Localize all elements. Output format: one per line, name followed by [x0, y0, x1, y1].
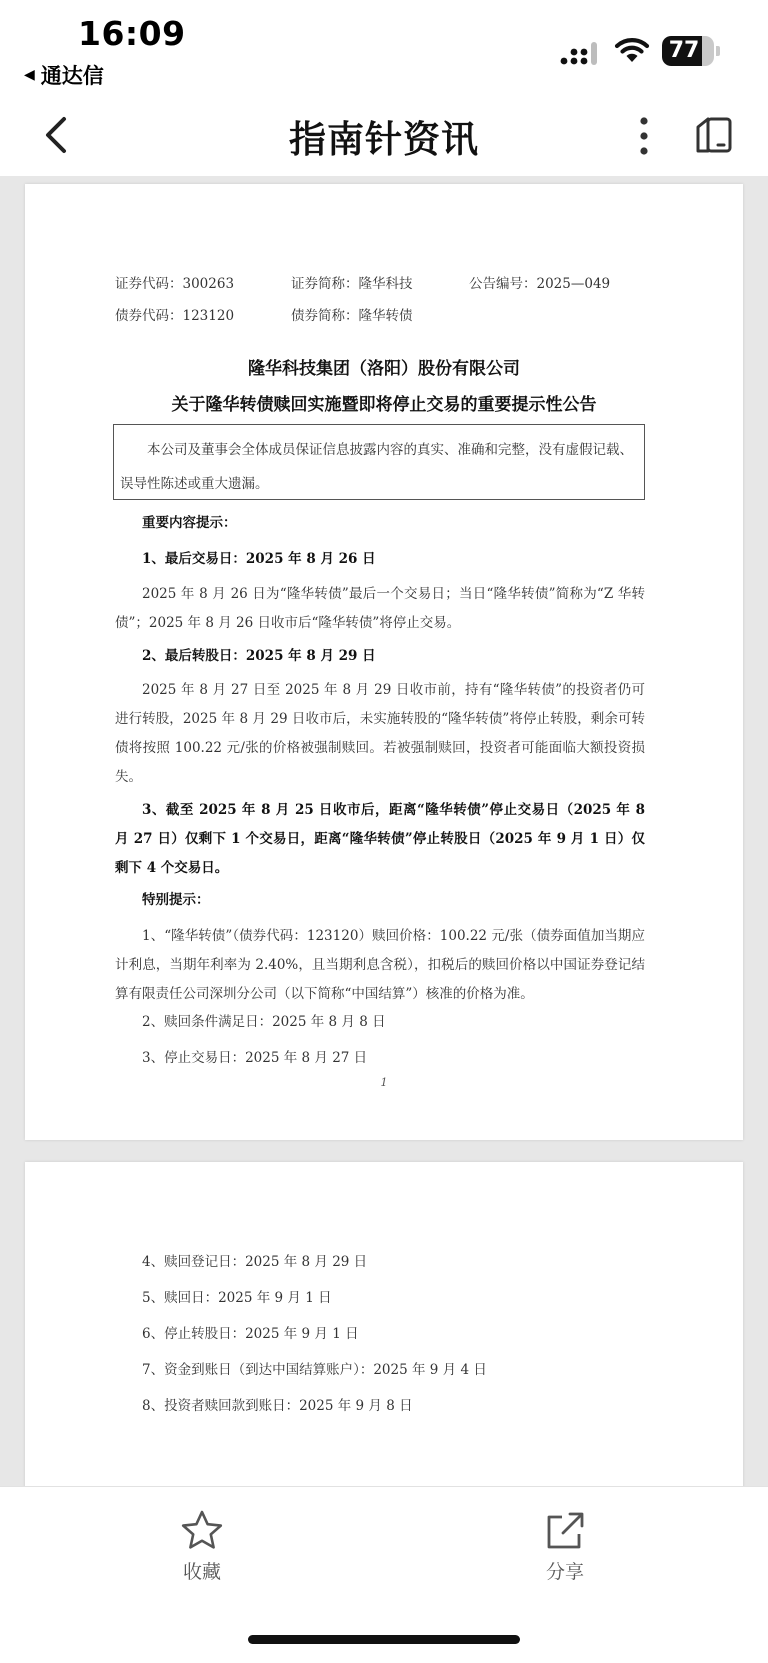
status-bar [0, 0, 768, 90]
share-button[interactable] [505, 1509, 625, 1584]
back-triangle-icon: ◀ [24, 67, 35, 83]
bottom-action-bar [0, 1486, 768, 1663]
special-item: 6、停止转股日：2025 年 9 月 1 日 [142, 1326, 359, 1342]
bond-code: 债券代码：123120 [115, 308, 235, 324]
cellular-signal-icon [560, 40, 602, 66]
key-item-text: 2025 年 8 月 26 日为“隆华转债”最后一个交易日；当日“隆华转债”简称为“Z 华转债”；2025 年 8 月 26 日收市后“隆华转债”将停止交易。 [115, 586, 645, 631]
key-item-3: 3、截至 2025 年 8 月 25 日收市后，距离“隆华转债”停止交易日（2025 年 8 月 27 日）仅剩下 1 个交易日，距离“隆华转债”停止转股日（2025 年 9 月 1 日）仅剩下 4 个交易日。 [115, 802, 645, 876]
special-item: 3、停止交易日：2025 年 8 月 27 日 [142, 1050, 368, 1066]
more-vertical-icon[interactable] [634, 115, 654, 157]
document-viewer[interactable] [0, 176, 768, 1486]
favorite-label: 收藏 [182, 1561, 221, 1583]
status-time: 16:09 [78, 14, 186, 53]
share-icon [543, 1509, 587, 1551]
special-item: 1、“隆华转债”（债券代码：123120）赎回价格：100.22 元/张（债券面值加当期应计利息，当期年利率为 2.40%，且当期利息含税），扣税后的赎回价格以中国证券登记结算有限责任公司深圳分公司（以下简称“中国结算”）核准的价格为准。 [115, 928, 645, 1002]
disclaimer-box: 本公司及董事会全体成员保证信息披露内容的真实、准确和完整，没有虚假记载、误导性陈述或重大遗漏。 [113, 424, 645, 500]
special-item: 2、赎回条件满足日：2025 年 8 月 8 日 [142, 1014, 386, 1030]
key-points-heading: 重要内容提示： [142, 515, 237, 531]
special-item: 7、资金到账日（到达中国结算账户）：2025 年 9 月 4 日 [142, 1362, 487, 1378]
fold-screen-icon[interactable] [694, 115, 734, 155]
special-item: 4、赎回登记日：2025 年 8 月 29 日 [142, 1254, 368, 1270]
bond-name: 债券简称：隆华转债 [291, 308, 413, 324]
home-indicator[interactable] [248, 1635, 520, 1644]
key-item-heading: 1、最后交易日：2025 年 8 月 26 日 [142, 551, 376, 567]
document-page-1 [25, 184, 743, 1140]
back-to-app-button[interactable] [24, 60, 104, 90]
notice-number: 公告编号：2025—049 [469, 276, 611, 292]
security-name: 证券简称：隆华科技 [291, 276, 413, 292]
favorite-button[interactable] [142, 1509, 262, 1584]
key-item-text: 2025 年 8 月 27 日至 2025 年 8 月 29 日收市前，持有“隆华转债”的投资者仍可进行转股，2025 年 8 月 29 日收市后，未实施转股的“隆华转债”将停止转股，剩余可转债将按照 100.22 元/张的价格被强制赎回。若被强制赎回，投资者可能面临大额投资损失。 [115, 682, 645, 785]
battery-icon [662, 36, 718, 66]
nav-bar [0, 95, 768, 175]
security-code: 证券代码：300263 [115, 276, 235, 292]
document-page-2 [25, 1162, 743, 1486]
page-title: 指南针资讯 [289, 118, 479, 161]
special-notes-heading: 特别提示： [142, 892, 210, 908]
special-item: 5、赎回日：2025 年 9 月 1 日 [142, 1290, 332, 1306]
page-number: 1 [380, 1076, 388, 1089]
wifi-icon [614, 36, 650, 64]
share-label: 分享 [545, 1561, 584, 1583]
announcement-title: 关于隆华转债赎回实施暨即将停止交易的重要提示性公告 [171, 395, 597, 415]
special-item: 8、投资者赎回款到账日：2025 年 9 月 8 日 [142, 1398, 413, 1414]
battery-level: 77 [668, 38, 700, 63]
back-app-label: 通达信 [40, 64, 104, 88]
key-item-heading: 2、最后转股日：2025 年 8 月 29 日 [142, 648, 376, 664]
company-name: 隆华科技集团（洛阳）股份有限公司 [248, 359, 520, 379]
star-outline-icon [180, 1509, 224, 1551]
